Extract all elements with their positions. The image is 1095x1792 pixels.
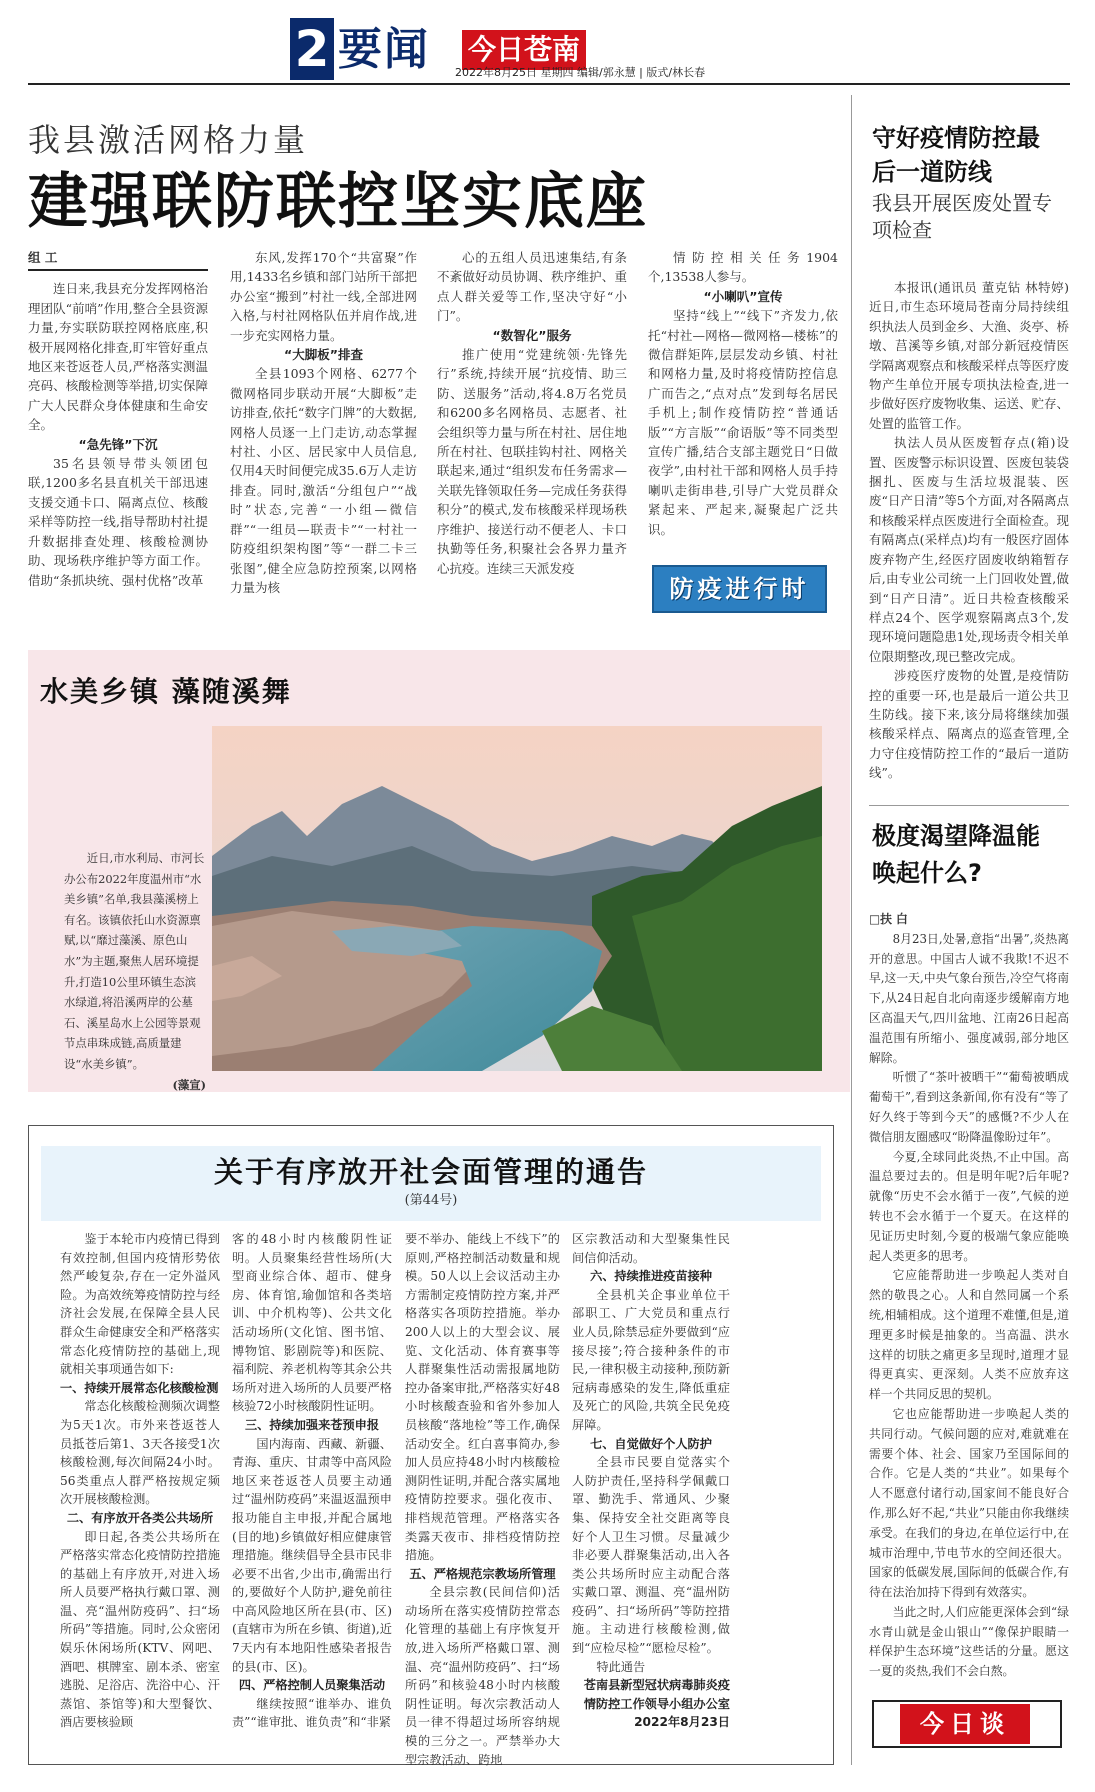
notice-subhead: 五、严格规范宗教场所管理 xyxy=(409,1566,556,1581)
lead-paragraph: 东风,发挥170个“共富聚”作用,1433名乡镇和部门站所干部把办公室“搬到”村社一线,全部进网入格,与村社网格队伍并肩作战,进一步充实网格力量。 xyxy=(230,250,417,343)
notice-paragraph: 区宗教活动和大型聚集性民间信仰活动。 xyxy=(572,1232,730,1265)
lead-kicker: 我县激活网格力量 xyxy=(28,121,309,159)
sidebar-paragraph: 本报讯(通讯员 董克钻 林特婷)近日,市生态环境局苍南分局持续组织执法人员到金乡、大渔、炎亭、桥墩、莒溪等乡镇,对部分新冠疫情医学隔离观察点和核酸采样点等医疗废物产生单位开展专项执法检查,进一步做好医疗废物收集、运送、贮存、处置的监管工作。 xyxy=(869,280,1070,431)
commentary-body xyxy=(869,910,1070,1679)
notice-number: (第44号) xyxy=(404,1193,458,1208)
notice-subhead: 四、严格控制人员聚集活动 xyxy=(238,1678,386,1693)
photo-title: 水美乡镇 藻随溪舞 xyxy=(40,675,292,708)
notice-paragraph: 继续按照“谁举办、谁负责”“谁审批、谁负责”和“非紧 xyxy=(232,1696,392,1730)
photo-caption xyxy=(64,848,206,1095)
notice-subhead: 七、自觉做好个人防护 xyxy=(590,1436,712,1451)
notice-subhead: 三、持续加强来苍预申报 xyxy=(244,1417,380,1432)
top-rule xyxy=(28,83,1070,85)
sidebar-paragraph: 涉疫医疗废物的处置,是疫情防控的重要一环,也是最后一道公共卫生防线。接下来,该分局将继续加强核酸采样点、隔离点的巡查管理,全力守住疫情防控工作的“最后一道防线”。 xyxy=(869,668,1069,781)
notice-subhead: 六、持续推进疫苗接种 xyxy=(590,1269,712,1284)
notice-paragraph: 全县宗教(民间信仰)活动场所在落实疫情防控常态化管理的基础上有序恢复开放,进入场所严格戴口罩、测温、亮“温州防疫码”、扫“场所码”和核验48小时内核酸阴性证明。每次宗教活动人员一律不得超过场所容纳规模的三分之一。严禁举办大型宗教活动、跨地 xyxy=(405,1585,560,1767)
column-divider xyxy=(851,95,852,1765)
commentary-paragraph: 它应能帮助进一步唤起人类对自然的敬畏之心。人和自然同属一个系统,相辅相成。这个道理不难懂,但是,道理更多时候是抽象的。当高温、洪水这样的切肤之痛更多呈现时,道理才显得更真实、更深刻。人类不应放弃这样一个共同反思的契机。 xyxy=(869,1268,1070,1402)
dateline: 2022年8月25日 星期四 编辑/郭永慧 | 版式/林长春 xyxy=(455,66,706,79)
notice-column-4 xyxy=(572,1230,730,1760)
commentary-paragraph: 8月23日,处暑,意指“出暑”,炎热离开的意思。中国古人诚不我欺!不迟不早,这一天,中央气象台预告,冷空气将南下,从24日起自北向南逐步缓解南方地区高温天气,四川盆地、江南26日起高温范围有所缩小、强度减弱,部分地区解除。 xyxy=(869,931,1070,1065)
paper-name: 今日苍南 xyxy=(462,30,586,70)
commentary-paragraph: 听惯了“茶叶被晒干”“葡萄被晒成葡萄干”,看到这条新闻,你有没有“等了好久终于等到今天”的感慨?不少人在微信朋友圈感叹“盼降温像盼过年”。 xyxy=(869,1070,1069,1144)
notice-paragraph: 全县机关企事业单位干部职工、广大党员和重点行业人员,除禁忌症外要做到“应接尽接”;符合接种条件的市民,一律积极主动接种,预防新冠病毒感染的发生,降低重症及死亡的风险,共筑全民免疫屏障。 xyxy=(572,1287,730,1432)
notice-paragraph: 即日起,各类公共场所在严格落实常态化疫情防控措施的基础上有序放开,对进入场所人员要严格执行戴口罩、测温、亮“温州防疫码”、扫“场所码”等措施。同时,公众密闭娱乐休闲场所(KTV、网吧、酒吧、棋牌室、剧本杀、密室逃脱、足浴店、洗浴中心、汗蒸馆、茶馆等)和大型餐饮、酒店要核验顾 xyxy=(60,1529,220,1730)
page-number: 2 xyxy=(290,18,334,80)
masthead xyxy=(0,0,1095,88)
notice-paragraph: 鉴于本轮市内疫情已得到有效控制,但国内疫情形势依然严峻复杂,存在一定外溢风险。为高效统筹疫情防控与经济社会发展,在保障全县人民群众生命健康安全和严格落实常态化疫情防控的基础上,现就相关事项通告如下: xyxy=(60,1232,220,1377)
sidebar-body xyxy=(869,278,1069,793)
lead-paragraph: 35名县领导带头领团包联,1200多名县直机关干部迅速支援交通卡口、隔离点位、核酸采样等防控一线,指导帮助村社提升数据排查处理、核酸检测协助、现场秩序维护等方面工作。借助“条抓块统、强村优格”改革 xyxy=(28,456,208,588)
lead-subhead: “小喇叭”宣传 xyxy=(703,288,783,304)
notice-paragraph: 要不举办、能线上不线下”的原则,严格控制活动数量和规模。50人以上会议活动主办方需制定疫情防控方案,并严格落实各项防控措施。举办200人以上的大型会议、展览、文化活动、体育赛事等人群聚集性活动需报属地防控办备案审批,严格落实好48小时核酸查验和省外参加人员核酸“落地检”等工作,确保活动安全。红白喜事简办,参加人员应持48小时内核酸检测阴性证明,并配合落实属地疫情防控要求。强化夜市、排档规范管理。严格落实各类露天夜市、排档疫情防控措施。 xyxy=(405,1232,560,1563)
notice-subhead: 一、持续开展常态化核酸检测 xyxy=(60,1380,219,1395)
lead-byline: 组 工 xyxy=(28,248,208,271)
sidebar-title: 守好疫情防控最后一道防线 xyxy=(872,124,1040,186)
lead-paragraph: 连日来,我县充分发挥网格治理团队“前哨”作用,整合全县资源力量,夯实联防联控网格底座,积极开展网格化排查,盯牢管好重点地区来苍返苍人员,严格落实测温亮码、核酸检测等举措,切实保障广大人民群众身体健康和生命安全。 xyxy=(28,281,208,433)
commentary-paragraph: 今夏,全球同此炎热,不止中国。高温总要过去的。但是明年呢?后年呢?就像“历史不会水循于一夜”,气候的逆转也不会水循于一个夏天。在这样的见证历史时刻,今夏的极端气象应能唤起人类更多的思考。 xyxy=(869,1149,1069,1263)
commentary-label: 今日谈 xyxy=(900,1704,1030,1744)
commentary-box xyxy=(872,1700,1062,1748)
notice-column-3 xyxy=(405,1230,560,1767)
lead-column-3 xyxy=(437,248,627,638)
notice-title: 关于有序放开社会面管理的通告 xyxy=(213,1155,648,1189)
commentary-paragraph: 它也应能帮助进一步唤起人类的共同行动。气候问题的应对,难就难在需要个体、社会、国家乃至国际间的合作。它是人类的“共业”。如果每个人不愿意付诸行动,国家间不能良好合作,那么好不起,“共业”只能由你我继续承受。在我们的身边,在单位运行中,在城市治理中,节电节水的空间还很大。国家的低碳发展,国际间的低碳合作,有待在法治加持下得到有效落实。 xyxy=(869,1406,1069,1600)
commentary-title: 极度渴望降温能唤起什么? xyxy=(872,822,1040,887)
lead-paragraph: 坚持“线上”“线下”齐发力,依托“村社—网格—微网格—楼栋”的微信群矩阵,层层发动乡镇、村社和网格力量,及时将疫情防控信息广而告之,“点对点”发到每名居民手机上;制作疫情防控“普通话版”“方言版”“俞语版”等不同类型宣传广播,结合支部主题党日“日做夜学”,由村社干部和网格人员手持喇叭走街串巷,引导广大党员群众紧起来、严起来,凝聚起广泛共识。 xyxy=(648,308,838,537)
sidebar-subtitle: 我县开展医废处置专项检查 xyxy=(872,191,1052,242)
lead-paragraph: 情防控相关任务1904个,13538人参与。 xyxy=(648,250,838,285)
notice-closing: 特此通告 xyxy=(596,1659,646,1674)
lead-subhead: “数智化”服务 xyxy=(492,327,572,343)
notice-paragraph: 全县市民要自觉落实个人防护责任,坚持科学佩戴口罩、勤洗手、常通风、少聚集、保持安全社交距离等良好个人卫生习惯。尽量减少非必要人群聚集活动,出入各类公共场所时应主动配合落实戴口罩、测温、亮“温州防疫码”、扫“场所码”等防控措施。主动进行核酸检测,做到“应检尽检”“愿检尽检”。 xyxy=(572,1455,730,1656)
notice-issuer: 苍南县新型冠状病毒肺炎疫情防控工作领导小组办公室 xyxy=(583,1678,730,1711)
notice-paragraph: 客的48小时内核酸阴性证明。人员聚集经营性场所(大型商业综合体、超市、健身房、体育馆,瑜伽馆和各类培训、中介机构等)、公共文化活动场所(文化馆、图书馆、博物馆、影剧院等)和医院、福利院、养老机构等其余公共场所对进入场所的人员要严格核验72小时核酸阴性证明。 xyxy=(232,1232,392,1414)
river-town-photo xyxy=(212,726,822,1071)
lead-headline: 建强联防联控坚实底座 xyxy=(28,167,648,237)
section-name: 要闻 xyxy=(338,24,430,75)
lead-subhead: “急先锋”下沉 xyxy=(78,436,158,452)
photo-credit: (藻宣) xyxy=(172,1077,206,1092)
commentary-paragraph: 当此之时,人们应能更深体会到“绿水青山就是金山银山”“像保护眼睛一样保护生态环境”这些话的分量。愿这一夏的炎热,我们不会白熬。 xyxy=(869,1604,1069,1679)
photo-caption-text: 近日,市水利局、市河长办公布2022年度温州市“水美乡镇”名单,我县藻溪榜上有名。该镇依托山水资源禀赋,以“靡过藻溪、原色山水”为主题,聚焦人居环境提升,打造10公里环镇生态滨水绿道,将沿溪两岸的公墓石、溪星岛水上公园等景观节点串珠成链,高质量建设“水美乡镇”。 xyxy=(64,851,205,1071)
notice-subhead: 二、有序放开各类公共场所 xyxy=(66,1510,214,1525)
notice-paragraph: 常态化核酸检测频次调整为5天1次。市外来苍返苍人员抵苍后第1、3天各接受1次核酸检测,每次间隔24小时。56类重点人群严格按规定频次开展核酸检测。 xyxy=(60,1399,220,1507)
lead-column-2 xyxy=(230,248,417,638)
notice-date: 2022年8月23日 xyxy=(634,1715,730,1730)
notice-column-1 xyxy=(60,1230,220,1760)
lead-subhead: “大脚板”排查 xyxy=(284,347,363,363)
lead-column-4 xyxy=(648,248,838,558)
commentary-byline: □扶 白 xyxy=(869,912,908,926)
lead-column-1 xyxy=(28,248,208,638)
lead-paragraph: 全县1093个网格、6277个微网格同步联动开展“大脚板”走访排查,依托“数字门牌”的大数据,网格人员逐一上门走访,动态掌握村社、小区、居民家中人员信息,仅用4天时间便完成35.6万人走访排查。同时,激活“分组包户”“战时”状态,完善“一小组—微信群”“一组员—联责卡”“一村社一防疫组织架构图”等“一群二卡三张图”,健全应急防控预案,以网格力量为核 xyxy=(230,366,417,595)
sidebar-divider xyxy=(869,805,1069,806)
lead-paragraph: 心的五组人员迅速集结,有条不紊做好动员协调、秩序维护、重点人群关爱等工作,坚决守好“小门”。 xyxy=(437,250,627,324)
notice-paragraph: 国内海南、西藏、新疆、青海、重庆、甘肃等中高风险地区来苍返苍人员要主动通过“温州防疫码”来温返温预申报功能自主申报,并配合属地(目的地)乡镇做好相应健康管理措施。继续倡导全县市民非必要不出省,少出市,确需出行的,要做好个人防护,避免前往中高风险地区所在县(市、区)(直辖市为所在乡镇、街道),近7天内有本地阳性感染者报告的县(市、区)。 xyxy=(232,1436,392,1674)
sidebar-paragraph: 执法人员从医废暂存点(箱)设置、医废警示标识设置、医废包装袋捆扎、医废与生活垃圾混装、医废“日产日清”等5个方面,对各隔离点和核酸采样点医废进行全面检查。现有隔离点(采样点)均有一般医疗固体废弃物产生,经医疗固废收纳箱暂存后,由专业公司统一上门回收处置,做到“日产日清”。近日共检查核酸采样点24个、医学观察隔离点3个,发现环境问题隐患1处,现场责令相关单位限期整改,现已整改完成。 xyxy=(869,435,1070,664)
epidemic-badge: 防疫进行时 xyxy=(652,565,827,613)
lead-paragraph: 推广使用“党建统领·先锋先行”系统,持续开展“抗疫情、助三防、送服务”活动,将4.8万名党员和6200多名网格员、志愿者、社会组织等力量与所在村社、居住地所在村社、包联挂钩村社、网格关联起来,通过“组织发布任务需求—关联先锋领取任务—完成任务获得积分”的模式,发布核酸采样现场秩序维护、接送行动不便老人、卡口执勤等任务,积聚社会各界力量齐心抗疫。连续三天派发疫 xyxy=(437,347,627,576)
notice-column-2 xyxy=(232,1230,392,1760)
